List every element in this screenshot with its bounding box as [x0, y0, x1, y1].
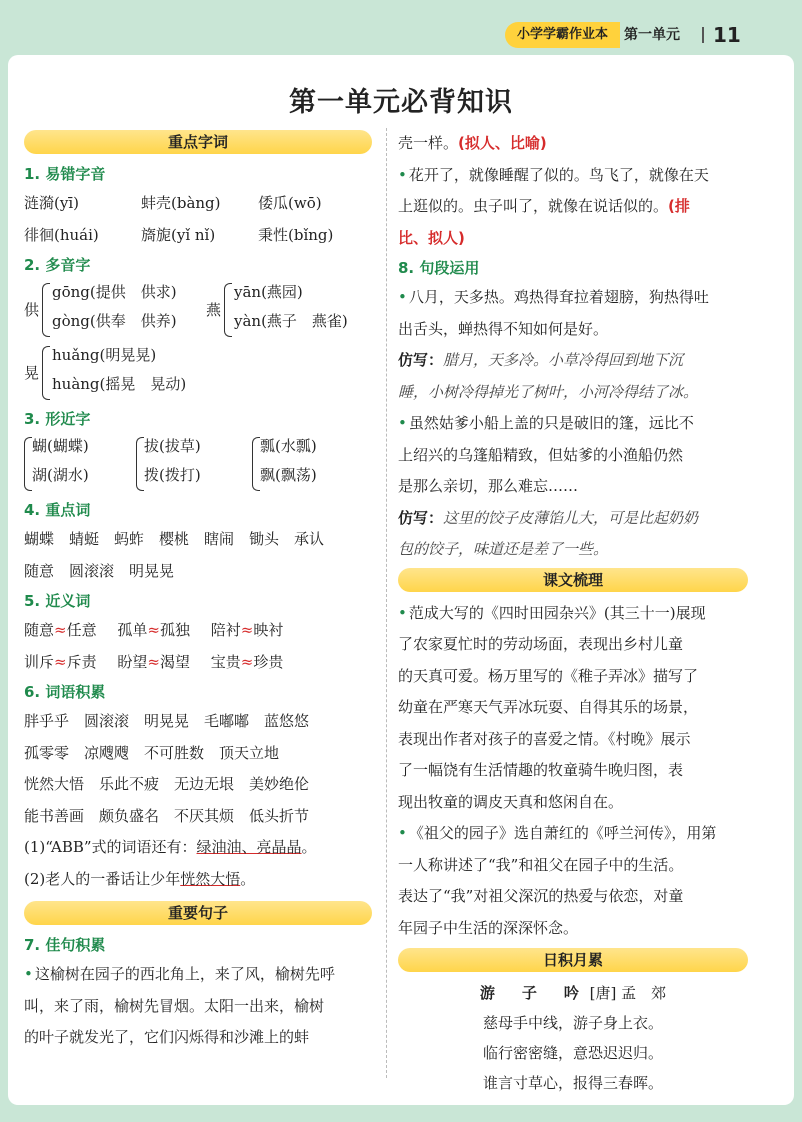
subsection-title: 2. 多音字: [24, 256, 91, 274]
header-unit: 第一单元: [624, 27, 680, 43]
paragraph-line: 现出牧童的调皮天真和悠闲自在。: [398, 792, 624, 811]
paragraph-line: 幼童在严寒天气弄冰玩耍、自得其乐的场景，: [398, 698, 699, 716]
subsection-title: 8. 句段运用: [398, 259, 480, 277]
similar-char-groups: 蝴(蝴蝶) 湖(湖水) 拔(拔草) 拨(拨打) 瓢(水瓢) 飘(飘荡): [24, 433, 372, 496]
brace: [42, 346, 50, 400]
poem-line: 临行密密缝，意恐迟迟归。: [482, 1044, 663, 1062]
brace: [224, 283, 232, 337]
section-banner-key-sentences: 重要句子: [24, 901, 372, 925]
paragraph-line: • 范成大写的《四时田园杂兴》(其三十一)展现: [398, 603, 706, 622]
synonym-row: 随意≈任意 孤单≈孤独 陪衬≈映衬: [24, 621, 284, 639]
subsection-title: 3. 形近字: [24, 410, 91, 428]
paragraph-line: 的叶子就发光了，它们闪烁得和沙滩上的蚌: [24, 1028, 310, 1046]
pronunciation-row: 涟漪(yī) 蚌壳(bàng) 倭瓜(wō): [24, 194, 322, 212]
word-line: 随意 圆滚滚 明晃晃: [24, 561, 175, 580]
paragraph-line: 壳一样。(拟人、比喻): [398, 134, 547, 152]
page-number: 11: [713, 23, 741, 47]
paragraph-line: • 八月，天多热。鸡热得耷拉着翅膀，狗热得吐: [398, 288, 709, 306]
paragraph-line: 表现出作者对孩子的喜爱之情。《村晚》展示: [398, 729, 691, 748]
paragraph-line: 出舌头，蝉热得不知如何是好。: [398, 319, 609, 338]
subsection-title: 5. 近义词: [24, 592, 91, 610]
synonym-row: 训斥≈斥责 盼望≈渴望 宝贵≈珍贵: [24, 652, 284, 671]
paragraph-line: 叫，来了雨，榆树先冒烟。太阳一出来，榆树: [24, 996, 325, 1015]
word-line: 能书善画 颇负盛名 不厌其烦 低头折节: [24, 806, 310, 825]
paragraph-line: • 这榆树在园子的西北角上，来了风，榆树先呼: [24, 965, 335, 983]
exercise-line: (1)“ABB”式的词语还有：绿油油、亮晶晶。: [24, 838, 317, 856]
imitation-line: 仿写：腊月，天多冷。小草冷得回到地下沉: [398, 351, 684, 369]
section-banner-text-review: 课文梳理: [398, 568, 748, 592]
paragraph-line: 上绍兴的乌篷船精致，但姑爹的小渔船仍然: [398, 445, 684, 464]
brace: [252, 437, 260, 491]
paragraph-line: 比、拟人): [398, 228, 465, 247]
imitation-line: 仿写：这里的饺子皮薄馅儿大，可是比起奶奶: [398, 508, 699, 527]
right-column: [398, 128, 748, 1098]
section-banner-key-words: 重点字词: [24, 130, 372, 154]
subsection-title: 7. 佳句积累: [24, 936, 106, 954]
brace: [42, 283, 50, 337]
subsection-title: 4. 重点词: [24, 501, 91, 519]
paragraph-line: 的天真可爱。杨万里写的《稚子弄冰》描写了: [398, 666, 699, 685]
paragraph-line: 上逛似的。虫子叫了，就像在说话似的。(排: [398, 197, 690, 215]
word-line: 蝴蝶 蜻蜓 蚂蚱 樱桃 瞎闹 锄头 承认: [24, 530, 325, 548]
left-column: [24, 128, 372, 1054]
word-line: 孤零零 凉飕飕 不可胜数 顶天立地: [24, 743, 280, 762]
paragraph-line: 年园子中生活的深深怀念。: [398, 918, 579, 937]
poem: [398, 978, 748, 1098]
poem-line: 慈母手中线，游子身上衣。: [482, 1014, 663, 1032]
paragraph-line: • 虽然姑爹小船上盖的只是破旧的篷，远比不: [398, 414, 694, 432]
paragraph-line: 了农家夏忙时的劳动场面，表现出乡村儿童: [398, 635, 684, 653]
brace: [24, 437, 32, 491]
word-line: 胖乎乎 圆滚滚 明晃晃 毛嘟嘟 蓝悠悠: [24, 712, 310, 730]
poem-line: 谁言寸草心，报得三春晖。: [482, 1074, 663, 1092]
section-banner-daily: 日积月累: [398, 948, 748, 972]
paragraph-line: 表达了“我”对祖父深沉的热爱与依恋，对童: [398, 887, 684, 905]
header-separator: [702, 27, 704, 43]
polyphone-group: 供 gōng(提供 供求) gòng(供奉 供养) 燕 yān(燕园) yàn(燕子 燕雀): [24, 279, 372, 342]
word-line: 恍然大悟 乐此不疲 无边无垠 美妙绝伦: [24, 775, 310, 793]
brace: [136, 437, 144, 491]
subsection-title: 6. 词语积累: [24, 683, 106, 701]
paragraph-line: • 《祖父的园子》选自萧红的《呼兰河传》，用第: [398, 824, 717, 842]
column-divider: [386, 128, 387, 1078]
polyphone-group: 晃 huǎng(明晃晃) huàng(摇晃 晃动): [24, 342, 372, 405]
imitation-line: 包的饺子，味道还是差了一些。: [398, 540, 609, 558]
paragraph-line: 是那么亲切，那么难忘……: [398, 477, 579, 495]
header-badge: 小学学霸作业本: [505, 22, 620, 48]
exercise-line: (2)老人的一番话让少年恍然大悟。: [24, 869, 256, 888]
pronunciation-row: 徘徊(huái) 旖旎(yǐ nǐ) 秉性(bǐng): [24, 225, 334, 244]
poem-heading: 游 子 吟 [唐] 孟 郊: [479, 984, 667, 1002]
subsection-title: 1. 易错字音: [24, 165, 106, 183]
paragraph-line: • 花开了，就像睡醒了似的。鸟飞了，就像在天: [398, 165, 709, 184]
paragraph-line: 一人称讲述了“我”和祖父在园子中的生活。: [398, 855, 684, 874]
imitation-line: 睡，小树冷得掉光了树叶，小河冷得结了冰。: [398, 382, 699, 401]
page-title: 第一单元必背知识: [289, 87, 513, 118]
paragraph-line: 了一幅饶有生活情趣的牧童骑牛晚归图，表: [398, 761, 684, 779]
